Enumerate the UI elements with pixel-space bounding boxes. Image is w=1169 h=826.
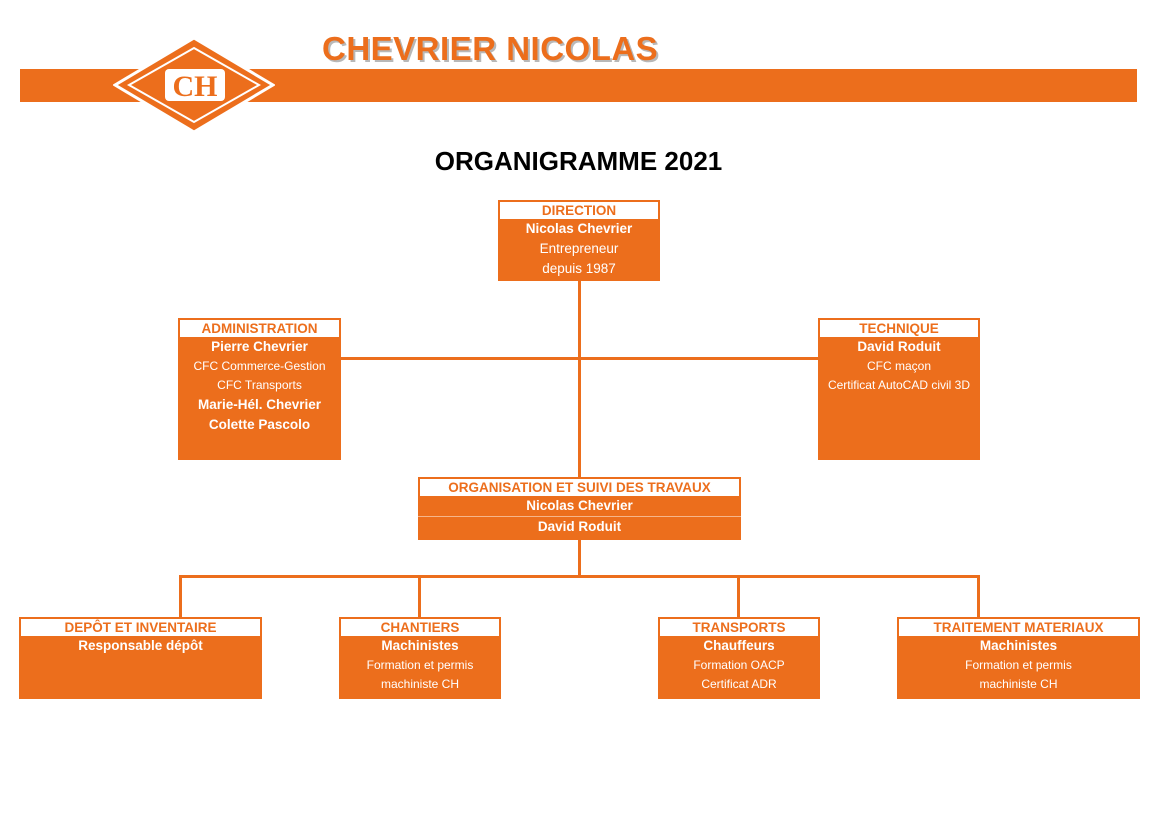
- box-title: TECHNIQUE: [820, 320, 978, 337]
- box-line: Colette Pascolo: [208, 417, 311, 432]
- box-title: ORGANISATION ET SUIVI DES TRAVAUX: [420, 479, 739, 496]
- box-line: Formation et permis: [366, 658, 474, 672]
- page-title: ORGANIGRAMME 2021: [434, 146, 723, 176]
- box-line: CFC Commerce-Gestion: [193, 359, 326, 373]
- box-title: DIRECTION: [500, 202, 658, 219]
- org-box-chantiers: [339, 617, 501, 699]
- box-line: Formation OACP: [693, 658, 785, 672]
- box-line: CFC Transports: [217, 378, 302, 392]
- box-line: machiniste CH: [979, 677, 1058, 691]
- box-line: machiniste CH: [380, 677, 460, 691]
- box-title: CHANTIERS: [341, 619, 499, 636]
- org-box-administration: [178, 318, 341, 460]
- box-line: Entrepreneur: [539, 241, 619, 256]
- org-box-organisation: [418, 477, 741, 540]
- connector: [179, 575, 182, 618]
- connector: [179, 575, 980, 578]
- box-title: DEPÔT ET INVENTAIRE: [21, 619, 260, 636]
- box-line: Nicolas Chevrier: [525, 221, 633, 236]
- org-box-technique: [818, 318, 980, 460]
- box-title: TRANSPORTS: [660, 619, 818, 636]
- org-box-direction: [498, 200, 660, 281]
- company-name: CHEVRIER NICOLAS: [322, 30, 659, 67]
- box-line: Pierre Chevrier: [211, 339, 308, 354]
- box-line: Chauffeurs: [703, 638, 775, 653]
- connector: [578, 539, 581, 578]
- org-box-traitement: [897, 617, 1140, 699]
- box-line: Certificat AutoCAD civil 3D: [827, 378, 971, 392]
- connector: [737, 575, 740, 618]
- box-line: Certificat ADR: [701, 677, 777, 691]
- box-title: TRAITEMENT MATERIAUX: [899, 619, 1138, 636]
- connector: [418, 575, 421, 618]
- logo-text: CH: [172, 70, 218, 103]
- box-line: Nicolas Chevrier: [526, 498, 633, 513]
- box-line: Responsable dépôt: [78, 638, 203, 653]
- box-line: Formation et permis: [965, 658, 1072, 672]
- box-title: ADMINISTRATION: [180, 320, 339, 337]
- box-line: Marie-Hél. Chevrier: [197, 397, 322, 412]
- box-line: David Roduit: [418, 516, 741, 537]
- org-box-transports: [658, 617, 820, 699]
- connector: [341, 357, 819, 360]
- org-box-depot: [19, 617, 262, 699]
- box-line: Machinistes: [979, 638, 1058, 653]
- box-line: depuis 1987: [542, 261, 616, 276]
- company-logo: [113, 36, 275, 134]
- connector: [977, 575, 980, 618]
- connector: [578, 280, 581, 478]
- box-line: David Roduit: [857, 339, 941, 354]
- box-line: CFC maçon: [866, 359, 931, 373]
- box-line: Machinistes: [381, 638, 459, 653]
